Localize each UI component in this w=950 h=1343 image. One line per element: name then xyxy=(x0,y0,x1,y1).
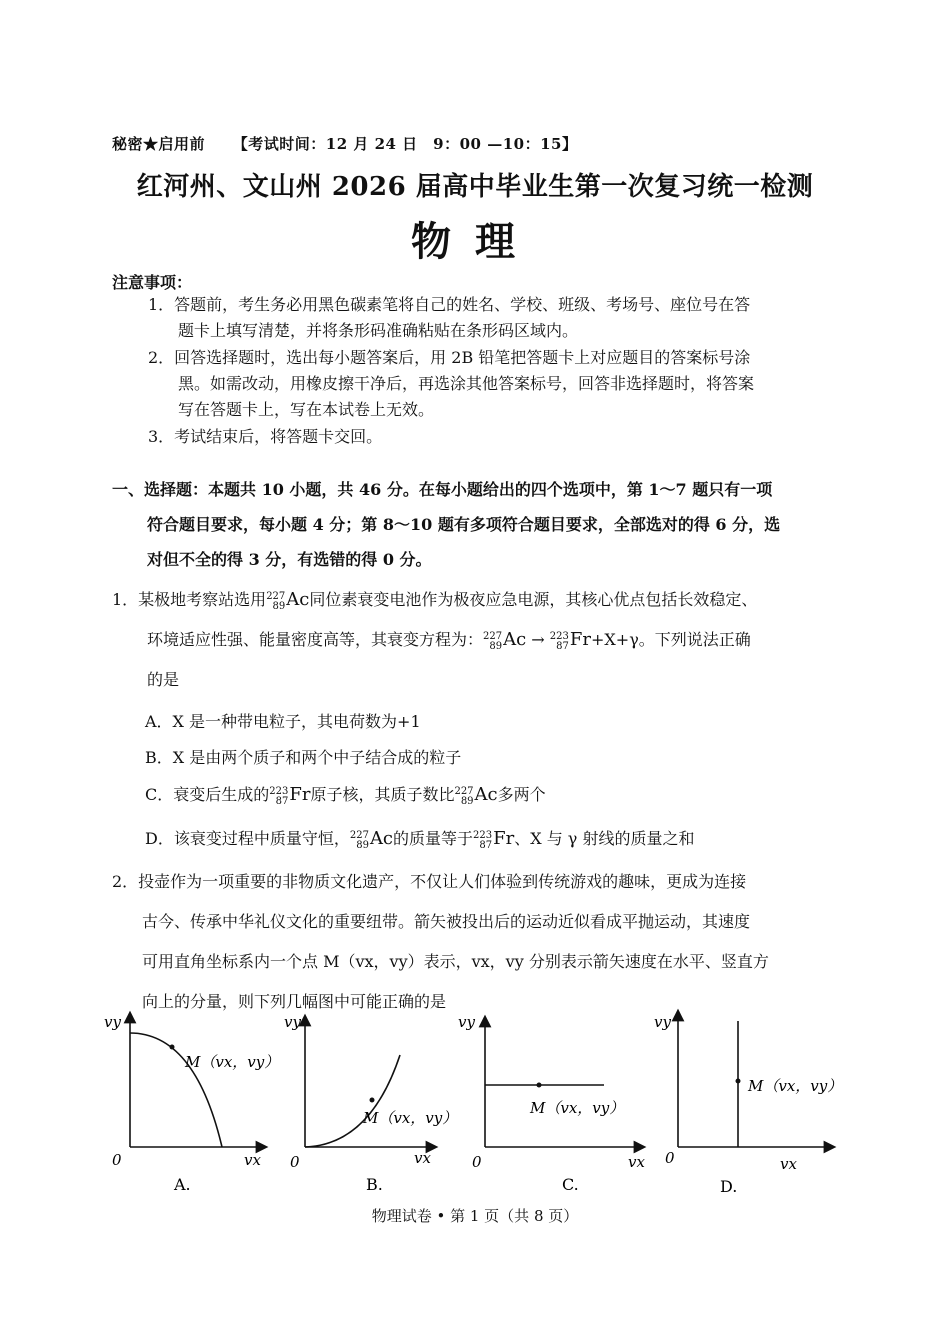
q1-line-3: 的是 xyxy=(147,670,180,689)
origin-label: 0 xyxy=(472,1153,482,1171)
origin-label: 0 xyxy=(290,1153,300,1171)
caption-c: C. xyxy=(562,1175,579,1194)
q1-line-2: 环境适应性强、能量密度高等，其衰变方程为： 227 89 Ac → 223 87 Fr+X+γ。下列说法正确 xyxy=(112,620,842,660)
graph-a xyxy=(104,1013,279,1194)
notice-heading: 注意事项： xyxy=(112,273,193,292)
nuclide-fr: 223 87 Fr xyxy=(269,784,311,807)
x-label: vx xyxy=(244,1151,261,1169)
question-2: 2．投壶作为一项重要的非物质文化遗产，不仅让人们体验到传统游戏的趣味，更成为连接 古今、传承中华礼仪文化的重要纽带。箭矢被投出后的运动近似看成平抛运动，其速度 可用直角坐标系内一个点 M（vx，vy）表示，vx，vy 分别表示箭矢速度在水平、竖直方 向上的分量，则下列几幅图中可能正确的是 xyxy=(112,872,769,1011)
exam-title: 红河州、文山州 2026 届高中毕业生第一次复习统一检测 xyxy=(136,172,814,202)
curve xyxy=(130,1033,222,1147)
point-m xyxy=(170,1045,175,1050)
exam-header-line xyxy=(112,133,577,154)
nuclide-ac: 227 89 Ac xyxy=(266,589,310,612)
y-label: vy xyxy=(654,1013,671,1031)
q2-graphs xyxy=(0,1005,950,1195)
point-label: M（vx，vy） xyxy=(530,1099,625,1117)
notice-item-3: 3．考试结束后，将答题卡交回。 xyxy=(148,427,383,446)
point-label: M（vx，vy） xyxy=(363,1109,458,1127)
x-label: vx xyxy=(628,1153,645,1171)
page-footer: 物理试卷 • 第 1 页（共 8 页） xyxy=(371,1207,579,1225)
nuclide-fr: 223 87 Fr xyxy=(473,828,515,851)
point-m xyxy=(537,1083,542,1088)
x-label: vx xyxy=(780,1155,797,1173)
graph-b xyxy=(284,1013,457,1194)
caption-a: A. xyxy=(174,1175,191,1194)
question-1 xyxy=(112,580,842,700)
graph-d xyxy=(654,1013,842,1195)
arrow: → xyxy=(531,630,545,649)
point-label: M（vx，vy） xyxy=(185,1053,280,1071)
caption-d: D. xyxy=(720,1177,738,1195)
q1-option-a: A．X 是一种带电粒子，其电荷数为+1 xyxy=(145,712,421,731)
caption-b: B. xyxy=(366,1175,383,1194)
nuclide-fr: 223 87 Fr xyxy=(549,629,591,652)
section-1-instructions: 一、选择题：本题共 10 小题，共 46 分。在每小题给出的四个选项中，第 1～7 题只有一项 符合题目要求，每小题 4 分；第 8～10 题有多项符合题目要求，全部选对的得 6 分，选 对但不全的得 3 分，有选错的得 0 分。 xyxy=(112,480,781,569)
nuclide-ac: 227 89 Ac xyxy=(454,784,498,807)
point-m xyxy=(370,1098,375,1103)
notice-item-1: 1．答题前，考生务必用黑色碳素笔将自己的姓名、学校、班级、考场号、座位号在答 题卡上填写清楚，并将条形码准确粘贴在条形码区域内。 xyxy=(148,295,751,340)
origin-label: 0 xyxy=(665,1149,675,1167)
q1-option-d: D．该衰变过程中质量守恒， 227 89 Ac的质量等于 223 87 Fr、X 与 γ 射线的质量之和 xyxy=(145,828,695,851)
y-label: vy xyxy=(458,1013,475,1031)
nuclide-ac: 227 89 Ac xyxy=(483,629,527,652)
y-label: vy xyxy=(104,1013,121,1031)
curve xyxy=(305,1055,400,1147)
exam-time: 【考试时间：12 月 24 日 9：00 —10：15】 xyxy=(232,135,578,153)
y-label: vy xyxy=(284,1013,301,1031)
point-m xyxy=(736,1079,741,1084)
nuclide-ac: 227 89 Ac xyxy=(349,828,394,851)
q1-line-1: 1．某极地考察站选用 227 89 Ac同位素衰变电池作为极夜应急电源，其核心优点包括长效稳定、 xyxy=(112,580,842,620)
notice-item-2: 2．回答选择题时，选出每小题答案后，用 2B 铅笔把答题卡上对应题目的答案标号涂 黑。如需改动，用橡皮擦干净后，再选涂其他答案标号，回答非选择题时，将答案 写在答题卡上，写在本试卷上无效。 xyxy=(148,348,755,419)
x-label: vx xyxy=(414,1149,431,1167)
secret-label: 秘密★启用前 xyxy=(112,135,206,153)
point-label: M（vx，vy） xyxy=(748,1077,843,1095)
q1-option-b: B．X 是由两个质子和两个中子结合成的粒子 xyxy=(145,748,462,767)
origin-label: 0 xyxy=(112,1151,122,1169)
subject-title: 物理 xyxy=(411,218,539,265)
q1-option-c: C．衰变后生成的 223 87 Fr原子核，其质子数比 227 89 Ac多两个 xyxy=(145,784,546,807)
graph-c xyxy=(458,1013,645,1194)
